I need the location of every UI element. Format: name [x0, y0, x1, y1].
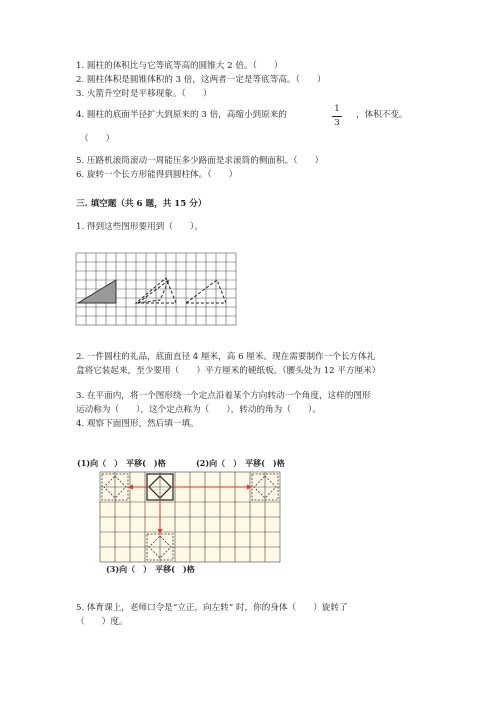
fraction-numerator: 1 [334, 104, 340, 114]
judge-q3: 3. 火箭升空时是平移现象。（ ） [76, 89, 212, 99]
judge-q5: 5. 压路机滚筒滚动一周能压多少路面是求滚筒的侧面积。（ ） [76, 156, 324, 166]
grid2-label-1: (1)向（ ） 平移( )格 [77, 458, 166, 468]
fill-q2-line1: 2. 一件圆柱的礼品，底面直径 4 厘米，高 6 厘米。现在需要制作一个长方体礼 [76, 352, 376, 362]
dashed-triangle-2 [138, 280, 169, 303]
judge-q4-bracket: （ ） [80, 134, 115, 144]
fill-q1: 1. 得到这些图形要用到（ ）。 [76, 222, 203, 232]
judge-q4: 4. 圆柱的底面半径扩大到原来的 3 倍，高缩小到原来的 [76, 110, 287, 120]
translation-grid-figure [76, 253, 236, 327]
fill-q3-line1: 3. 在平面内，将一个图形绕一个定点沿着某个方向转动一个角度，这样的图形 [76, 391, 371, 401]
judge-q4-fraction [332, 104, 342, 129]
shaded-triangle [78, 280, 116, 303]
judge-q4-tail: ，体积不变。 [356, 110, 408, 120]
judge-q1: 1. 圆柱的体积比与它等底等高的圆锥大 2 倍。（ ） [76, 61, 283, 71]
judge-q6: 6. 旋转一个长方形能得到圆柱体。（ ） [76, 170, 238, 180]
fraction-denominator: 3 [334, 118, 340, 128]
grid2-label-2: (2)向（ ） 平移( )格 [196, 458, 285, 468]
fill-q4: 4. 观察下面图形，然后填一填。 [76, 419, 199, 429]
fraction-bar [332, 116, 342, 117]
judge-q2: 2. 圆柱体积是圆锥体积的 3 倍，这两者一定是等底等高。（ ） [76, 75, 326, 85]
translation-grid-2 [100, 472, 280, 562]
fill-q3-line2: 运动称为（ ），这个定点称为（ ），转动的角为（ ）。 [76, 405, 321, 415]
fill-q2-line2: 盒将它装起来，至少要用（ ）平方厘米的硬纸板。（腰头处为 12 平方厘米） [76, 366, 381, 376]
fill-q5-line2: （ ）度。 [76, 617, 128, 627]
fill-q5-line1: 5. 体育课上，老师口令是“立正，向左转” 时，你的身体（ ）旋转了 [76, 603, 348, 613]
grid2-label-3: (3)向（ ） 平移( )格 [106, 564, 195, 574]
grid-lines [76, 253, 236, 325]
section-heading: 三. 填空题（共 6 题，共 15 分） [76, 199, 207, 209]
